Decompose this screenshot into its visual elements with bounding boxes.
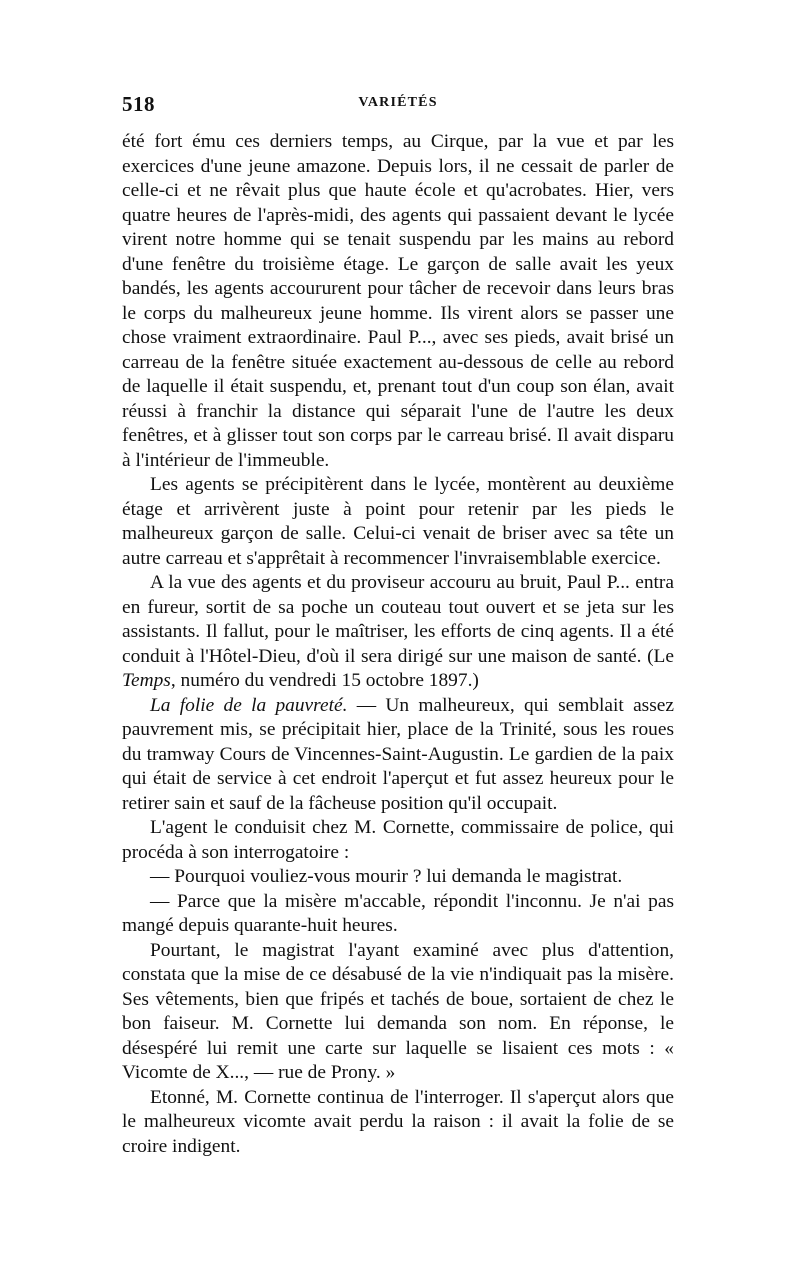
paragraph	[122, 694, 674, 817]
book-page	[122, 92, 674, 1159]
section-title: La folie de la pauvreté.	[150, 694, 348, 716]
paragraph: été fort ému ces derniers temps, au Cirque, par la vue et par les exercices d'une jeune amazone. Depuis lors, il ne cessait de parler de celle-ci et ne rêvait plus que haute école et qu'acrobates. Hier, vers quatre heures de l'après-midi, des agents qui passaient devant le lycée virent notre homme qui se tenait suspendu par les mains au rebord d'une fenêtre du troisième étage. Le garçon de salle avait les yeux bandés, les agents accoururent pour tâcher de recevoir dans leurs bras le corps du malheureux jeune homme. Ils virent alors se passer une chose vraiment extraordinaire. Paul P..., avec ses pieds, avait brisé un carreau de la fenêtre située exactement au-dessous de celle au rebord de laquelle il était suspendu, et, prenant tout d'un coup son élan, avait réussi à franchir la distance qui séparait l'une de l'autre les deux fenêtres, et à glisser tout son corps par le carreau brisé. Il avait disparu à l'intérieur de l'immeuble.	[122, 131, 674, 471]
paragraph: Les agents se précipitèrent dans le lycée, montèrent au deuxième étage et arrivèrent juste à point pour retenir par les pieds le malheureux garçon de salle. Celui-ci venait de briser avec sa tête un autre carreau et s'apprêtait à recommencer l'invraisemblable exercice.	[122, 474, 674, 569]
paragraph-text: A la vue des agents et du proviseur accouru au bruit, Paul P... entra en fureur, sortit de sa poche un couteau tout ouvert et se jeta sur les assistants. Il fallut, pour le maîtriser, les efforts de cinq agents. Il a été conduit à l'Hôtel-Dieu, d'où il sera dirigé sur une maison de santé. (Le	[122, 572, 674, 667]
dialogue-line: — Parce que la misère m'accable, répondit l'inconnu. Je n'ai pas mangé depuis quarante-huit heures.	[122, 890, 674, 936]
dialogue-line: — Pourquoi vouliez-vous mourir ? lui demanda le magistrat.	[150, 866, 623, 887]
paragraph-text: , numéro du vendredi 15 octobre 1897.)	[170, 670, 479, 691]
paragraph: Etonné, M. Cornette continua de l'interroger. Il s'aperçut alors que le malheureux vicomte avait perdu la raison : il avait la folie de se croire indigent.	[122, 1086, 674, 1157]
body-text	[122, 130, 674, 1159]
paragraph: L'agent le conduisit chez M. Cornette, commissaire de police, qui procéda à son interrogatoire :	[122, 817, 674, 863]
running-head: VARIÉTÉS	[358, 95, 438, 110]
page-header	[122, 92, 674, 120]
paragraph-text: — Un malheureux, qui semblait assez pauvrement mis, se précipitait hier, place de la Trinité, sous les roues du tramway Cours de Vincennes-Saint-Augustin. Le gardien de la paix qui était de service à cet endroit l'aperçut et fut assez heureux pour le retirer sain et sauf de la fâcheuse position qu'il occupait.	[122, 694, 674, 814]
paragraph	[122, 571, 674, 694]
page-number: 518	[122, 92, 155, 116]
paragraph: Pourtant, le magistrat l'ayant examiné avec plus d'attention, constata que la mise de ce désabusé de la vie n'indiquait pas la misère. Ses vêtements, bien que fripés et tachés de boue, sortaient de chez le bon faiseur. M. Cornette lui demanda son nom. En réponse, le désespéré lui remit une carte sur laquelle se lisaient ces mots : « Vicomte de X..., — rue de Prony. »	[122, 939, 674, 1083]
newspaper-title: Temps	[122, 670, 171, 691]
